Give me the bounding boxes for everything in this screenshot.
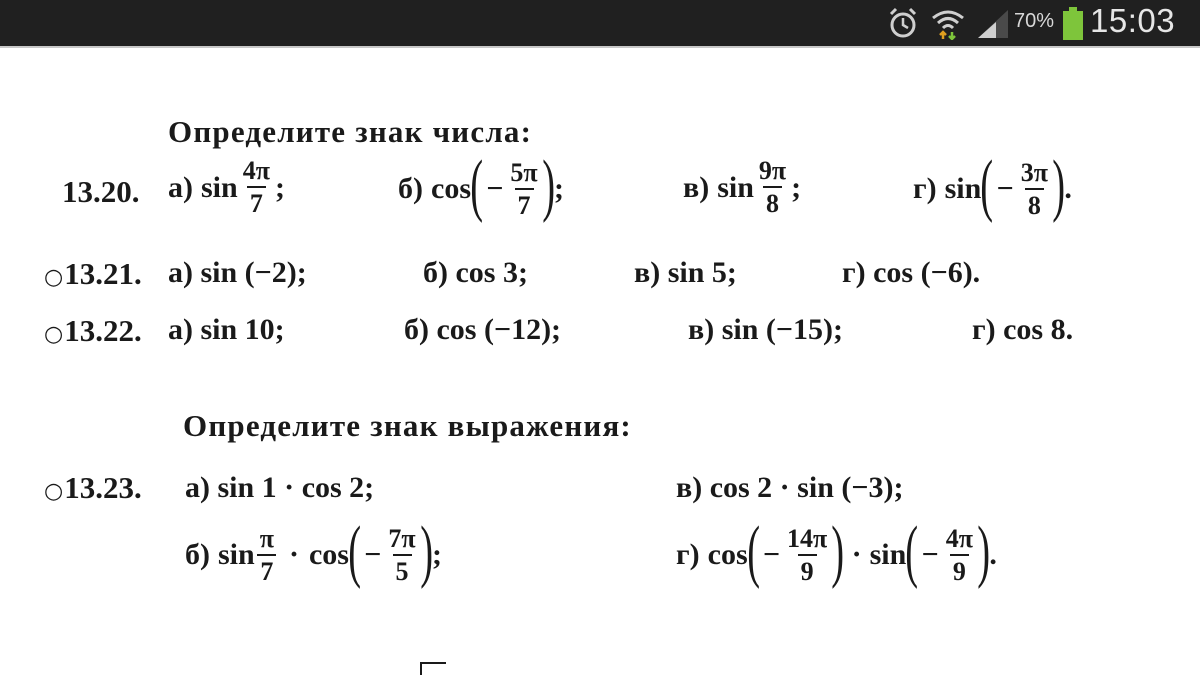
left-paren: ( — [348, 513, 362, 590]
minus-sign: − — [486, 172, 504, 205]
section-heading-expression-sign: Определите знак выражения: — [183, 408, 632, 443]
battery-icon — [1062, 7, 1084, 46]
minus-sign: − — [364, 538, 382, 571]
exercise-number-13-23 — [44, 472, 142, 503]
denominator: 8 — [1025, 188, 1044, 219]
cut-off-glyph-fragment — [420, 662, 446, 675]
left-paren: ( — [980, 147, 994, 224]
item-label: г) — [676, 538, 700, 571]
left-paren: ( — [905, 513, 919, 590]
number-text: 13.23. — [64, 470, 142, 505]
numerator: 9π — [758, 156, 787, 185]
punct: ; — [791, 170, 802, 204]
number-text: 13.22. — [64, 313, 142, 348]
right-paren: ) — [541, 147, 555, 224]
punct: ; — [553, 172, 564, 205]
item-13-22-b: б) cos (−12); — [404, 313, 562, 346]
denominator: 5 — [393, 554, 412, 585]
number-text: 13.21. — [64, 256, 142, 291]
item-13-20-v — [683, 158, 801, 217]
item-13-22-g: г) cos 8. — [972, 313, 1074, 346]
exercise-number-13-20: 13.20. — [62, 174, 140, 209]
page-edge — [0, 46, 1200, 48]
clock: 15:03 — [1090, 2, 1176, 39]
item-label: б) — [185, 538, 210, 571]
minus-sign: − — [762, 538, 781, 571]
fraction — [1018, 157, 1051, 220]
item-13-20-a — [168, 158, 285, 217]
fraction — [257, 523, 277, 586]
right-paren: ) — [831, 513, 845, 590]
item-13-23-g — [676, 513, 997, 590]
item-13-21-v: в) sin 5; — [634, 256, 737, 289]
item-13-20-b — [398, 147, 564, 224]
left-paren: ( — [470, 147, 484, 224]
func: sin — [944, 172, 982, 205]
right-paren: ) — [1052, 147, 1066, 224]
item-13-21-b: б) cos 3; — [423, 256, 528, 289]
battery-percent: 70% — [1014, 10, 1055, 32]
alarm-clock-icon — [886, 6, 920, 45]
item-13-23-b — [185, 513, 442, 590]
section-heading-number-sign: Определите знак числа: — [168, 114, 533, 149]
punct: ; — [274, 170, 285, 204]
func: sin — [201, 170, 238, 204]
func: sin — [717, 170, 754, 204]
item-13-21-g: г) cos (−6). — [842, 256, 981, 289]
left-paren: ( — [746, 513, 760, 590]
denominator: 7 — [247, 186, 266, 217]
status-bar — [0, 0, 1200, 46]
numerator: 5π — [510, 157, 538, 187]
dot-operator: · — [851, 538, 862, 571]
circle-marker: ○ — [44, 479, 64, 504]
denominator: 9 — [798, 554, 817, 585]
item-13-20-g — [913, 147, 1072, 224]
item-13-22-v: в) sin (−15); — [688, 313, 843, 346]
denominator: 7 — [257, 554, 276, 585]
punct: . — [1064, 172, 1072, 205]
dot-operator: · — [288, 538, 299, 571]
cell-signal-icon — [976, 8, 1010, 45]
numerator: 14π — [787, 523, 828, 553]
numerator: π — [259, 523, 274, 553]
minus-sign: − — [921, 538, 939, 571]
numerator: 7π — [388, 523, 416, 553]
right-paren: ) — [977, 513, 991, 590]
func: cos — [308, 538, 349, 571]
fraction — [784, 523, 830, 586]
func: cos — [707, 538, 748, 571]
denominator: 8 — [763, 186, 782, 217]
numerator: 4π — [945, 523, 973, 553]
exercise-number-13-21 — [44, 258, 142, 289]
fraction — [240, 158, 273, 217]
item-13-23-v: в) cos 2 · sin (−3); — [676, 471, 904, 504]
numerator: 4π — [242, 156, 270, 185]
circle-marker: ○ — [44, 265, 64, 290]
item-label: г) — [913, 172, 937, 205]
punct: . — [989, 538, 997, 571]
right-paren: ) — [419, 513, 433, 590]
fraction — [756, 158, 789, 217]
denominator: 7 — [515, 188, 534, 219]
func: sin — [218, 538, 255, 571]
item-label: а) — [168, 170, 193, 204]
item-label: в) — [683, 170, 710, 204]
item-13-21-a: а) sin (−2); — [168, 256, 307, 289]
exercise-number-13-22 — [44, 315, 142, 346]
circle-marker: ○ — [44, 322, 64, 347]
wifi-icon — [930, 6, 966, 45]
func: sin — [869, 538, 907, 571]
minus-sign: − — [996, 172, 1014, 205]
item-13-22-a: а) sin 10; — [168, 313, 285, 346]
fraction — [385, 523, 418, 586]
item-label: б) — [398, 172, 423, 205]
denominator: 9 — [950, 554, 969, 585]
fraction — [507, 157, 540, 220]
fraction — [943, 523, 976, 586]
item-13-23-a: а) sin 1 · cos 2; — [185, 471, 375, 504]
func: cos — [431, 172, 471, 205]
numerator: 3π — [1020, 157, 1048, 187]
punct: ; — [431, 538, 442, 571]
